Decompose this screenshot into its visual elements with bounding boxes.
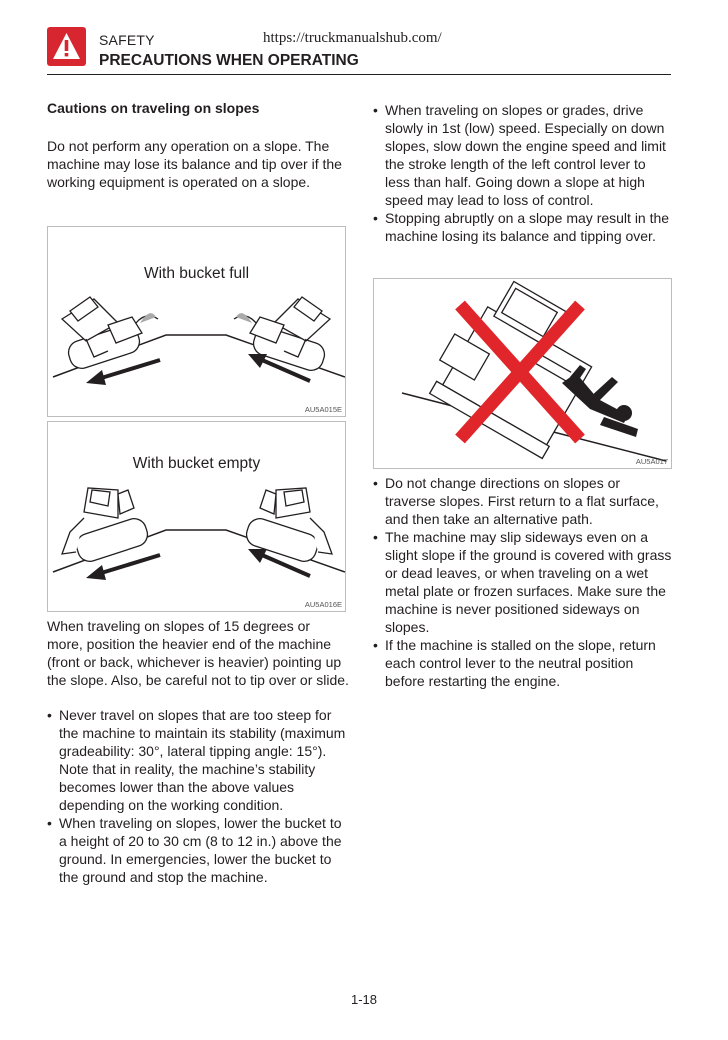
list-item: • Do not change directions on slopes or traverse slopes. First return to a flat surface, and then take an alternative path. [373, 474, 673, 528]
figure-bucket-full [47, 226, 346, 417]
section-label: SAFETY [99, 32, 155, 48]
right-bullet-list-top [373, 101, 673, 245]
website-url[interactable]: https://truckmanualshub.com/ [263, 30, 442, 46]
warning-triangle-icon [47, 27, 86, 66]
figure-bucket-empty [47, 421, 346, 612]
intro-paragraph: Do not perform any operation on a slope. The machine may lose its balance and tip over if the working equipment is operated on a slope. [47, 138, 342, 190]
figure-caption: With bucket full [143, 265, 250, 282]
list-item: • Never travel on slopes that are too steep for the machine to maintain its stability (maximum gradeability: 30°, lateral tipping angle: 15°). Note that in reality, the machine’s stability becomes lower than the above values depending on the working condition. [47, 706, 349, 814]
figure-code: AU5A017 [635, 457, 668, 466]
list-item: • If the machine is stalled on the slope, return each control lever to the neutral position before restarting the engine. [373, 636, 673, 690]
figure-caption: With bucket empty [132, 455, 261, 472]
figure-code: AU5A015E [304, 405, 342, 414]
figure-tipping-over [373, 278, 672, 469]
left-bullet-list [47, 706, 349, 886]
page-number: 1-18 [350, 992, 378, 1007]
list-item: • Stopping abruptly on a slope may result in the machine losing its balance and tipping over. [373, 209, 673, 245]
slope-paragraph: When traveling on slopes of 15 degrees or more, position the heavier end of the machine (front or back, whichever is heavier) pointing up the slope. Also, be careful not to tip over or slide. [47, 618, 349, 688]
tipping-illustration [374, 279, 671, 468]
list-item: • When traveling on slopes, lower the bucket to a height of 20 to 30 cm (8 to 12 in.) above the ground. In emergencies, lower the bucket to the ground and stop the machine. [47, 814, 349, 886]
slope-illustration [48, 422, 345, 611]
figure-code: AU5A016E [304, 600, 342, 609]
header-divider [47, 74, 671, 75]
list-item: • When traveling on slopes or grades, drive slowly in 1st (low) speed. Especially on down slopes, slow down the engine speed and limit the stroke length of the left control lever to less than half. Going down a slope at high speed may lead to loss of control. [373, 101, 673, 209]
subheading: Cautions on traveling on slopes [47, 100, 260, 116]
list-item: • The machine may slip sideways even on a slight slope if the ground is covered with grass or dead leaves, or when traveling on a wet metal plate or frozen surfaces. Make sure the machine is never positioned sideways on slopes. [373, 528, 673, 636]
right-bullet-list-bottom [373, 474, 673, 690]
page-title: PRECAUTIONS WHEN OPERATING [99, 52, 359, 69]
slope-illustration [48, 227, 345, 416]
